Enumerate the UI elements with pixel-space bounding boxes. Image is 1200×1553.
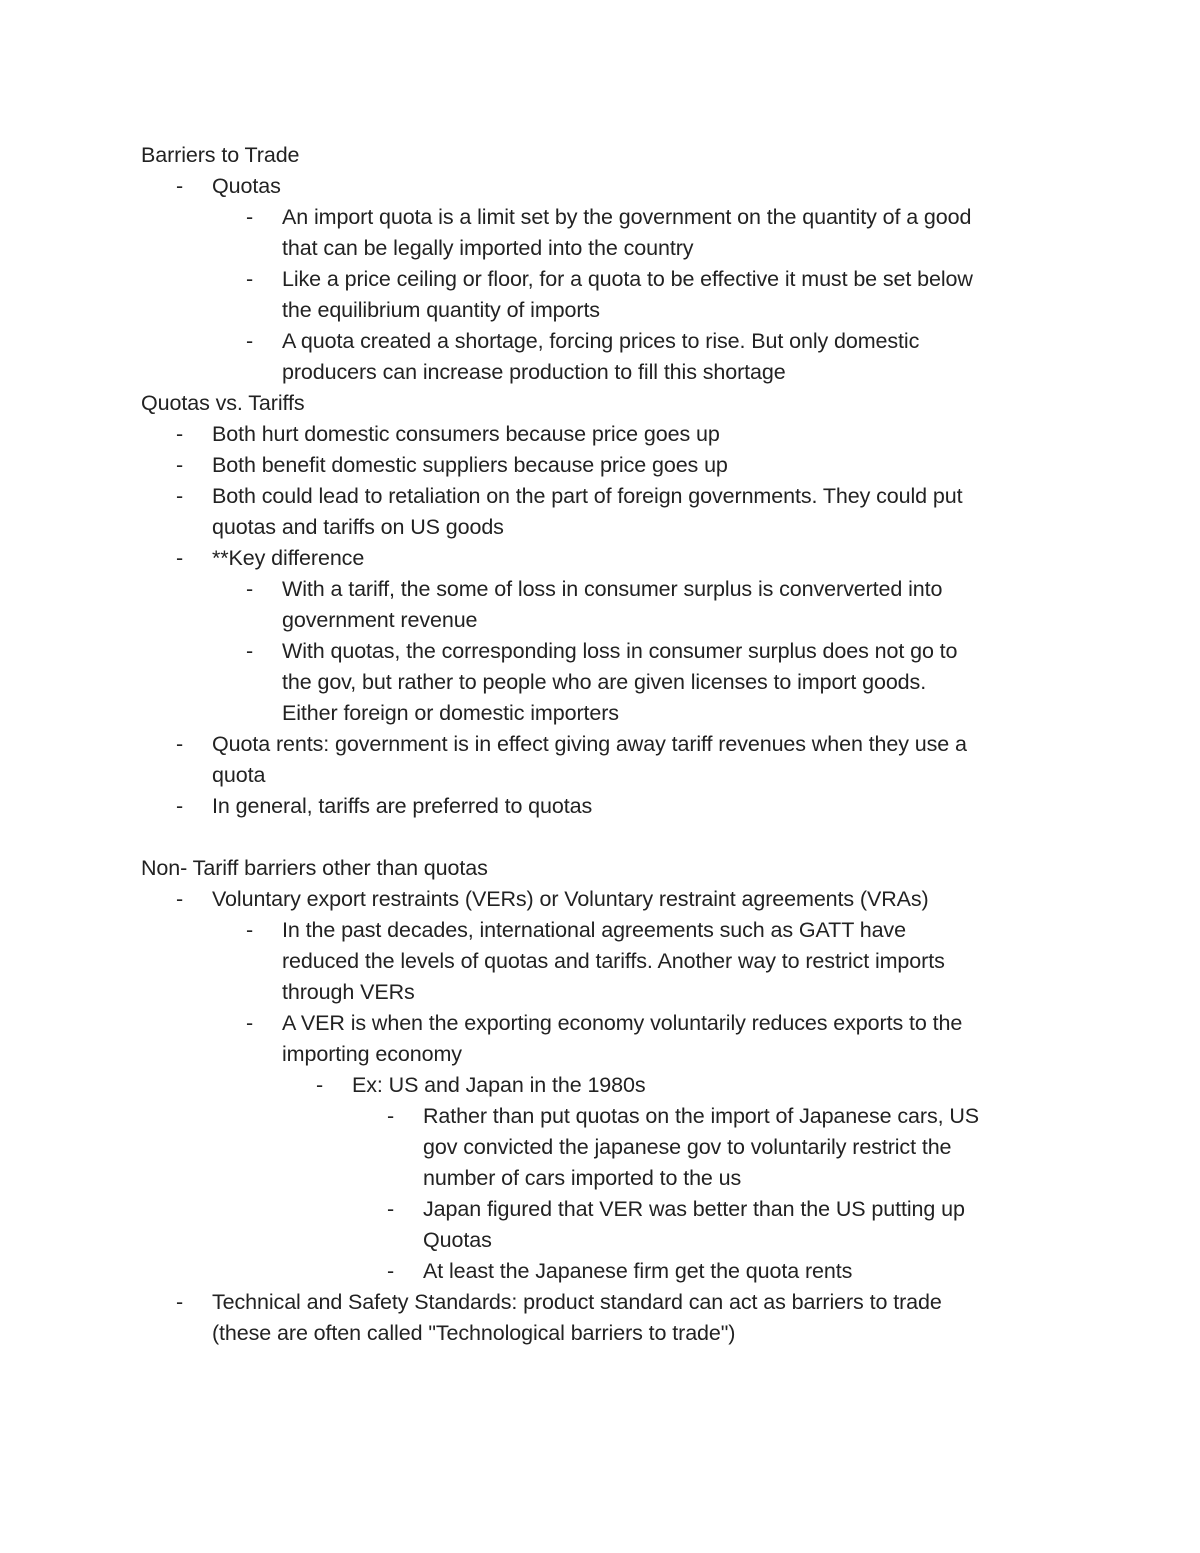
- outline-item-level-2-text: Like a price ceiling or floor, for a quota to be effective it must be set below: [282, 267, 973, 291]
- outline-item-level-1-text: Quota rents: government is in effect giving away tariff revenues when they use a: [212, 732, 967, 756]
- bullet-dash: -: [176, 484, 184, 508]
- bullet-dash: -: [176, 546, 184, 570]
- outline-item-level-2-text: A quota created a shortage, forcing prices to rise. But only domestic: [282, 329, 920, 353]
- outline-item-level-2-text: through VERs: [282, 980, 415, 1004]
- outline-item-level-2-text: government revenue: [282, 608, 478, 632]
- outline-item-level-3-text: Ex: US and Japan in the 1980s: [352, 1073, 646, 1097]
- bullet-dash: -: [176, 887, 184, 911]
- outline-item-level-1-text: Both hurt domestic consumers because price goes up: [212, 422, 720, 446]
- outline-item-level-2-text: that can be legally imported into the country: [282, 236, 694, 260]
- bullet-dash: -: [246, 577, 254, 601]
- outline-item-level-2-text: With a tariff, the some of loss in consumer surplus is conververted into: [282, 577, 943, 601]
- outline-item-level-1-text: Quotas: [212, 174, 281, 198]
- bullet-dash: -: [246, 267, 254, 291]
- outline-item-level-2-text: importing economy: [282, 1042, 462, 1066]
- section-heading: Barriers to Trade: [141, 143, 300, 167]
- outline-item-level-2-text: reduced the levels of quotas and tariffs. Another way to restrict imports: [282, 949, 945, 973]
- outline-item-level-4-text: number of cars imported to the us: [423, 1166, 742, 1190]
- outline-item-level-1-text: (these are often called "Technological barriers to trade"): [212, 1321, 736, 1345]
- outline-item-level-2-text: the gov, but rather to people who are given licenses to import goods.: [282, 670, 927, 694]
- bullet-dash: -: [246, 1011, 254, 1035]
- bullet-dash: -: [246, 205, 254, 229]
- bullet-dash: -: [387, 1197, 395, 1221]
- outline-item-level-1-text: Voluntary export restraints (VERs) or Voluntary restraint agreements (VRAs): [212, 887, 929, 911]
- outline-item-level-1-text: Both benefit domestic suppliers because price goes up: [212, 453, 728, 477]
- outline-item-level-2-text: A VER is when the exporting economy voluntarily reduces exports to the: [282, 1011, 963, 1035]
- outline-item-level-1-text: quotas and tariffs on US goods: [212, 515, 504, 539]
- bullet-dash: -: [176, 1290, 184, 1314]
- bullet-dash: -: [387, 1259, 395, 1283]
- outline-item-level-1-text: quota: [212, 763, 266, 787]
- bullet-dash: -: [176, 174, 184, 198]
- outline-item-level-2-text: In the past decades, international agreements such as GATT have: [282, 918, 906, 942]
- bullet-dash: -: [246, 639, 254, 663]
- bullet-dash: -: [176, 422, 184, 446]
- outline-item-level-1-text: In general, tariffs are preferred to quotas: [212, 794, 593, 818]
- outline-item-level-1-text: **Key difference: [212, 546, 365, 570]
- outline-item-level-2-text: An import quota is a limit set by the government on the quantity of a good: [282, 205, 972, 229]
- section-heading: Quotas vs. Tariffs: [141, 391, 305, 415]
- outline-item-level-2-text: the equilibrium quantity of imports: [282, 298, 600, 322]
- outline-item-level-4-text: Japan figured that VER was better than the US putting up: [423, 1197, 965, 1221]
- bullet-dash: -: [246, 918, 254, 942]
- outline-item-level-4-text: Quotas: [423, 1228, 492, 1252]
- outline-item-level-4-text: At least the Japanese firm get the quota rents: [423, 1259, 853, 1283]
- outline-item-level-1-text: Technical and Safety Standards: product standard can act as barriers to trade: [212, 1290, 942, 1314]
- bullet-dash: -: [176, 794, 184, 818]
- outline-item-level-2-text: Either foreign or domestic importers: [282, 701, 619, 725]
- bullet-dash: -: [316, 1073, 324, 1097]
- bullet-dash: -: [246, 329, 254, 353]
- bullet-dash: -: [387, 1104, 395, 1128]
- section-heading: Non- Tariff barriers other than quotas: [141, 856, 488, 880]
- outline-item-level-4-text: Rather than put quotas on the import of Japanese cars, US: [423, 1104, 980, 1128]
- outline-item-level-1-text: Both could lead to retaliation on the part of foreign governments. They could put: [212, 484, 963, 508]
- bullet-dash: -: [176, 453, 184, 477]
- bullet-dash: -: [176, 732, 184, 756]
- outline-item-level-2-text: With quotas, the corresponding loss in consumer surplus does not go to: [282, 639, 958, 663]
- outline-item-level-4-text: gov convicted the japanese gov to voluntarily restrict the: [423, 1135, 952, 1159]
- outline-item-level-2-text: producers can increase production to fill this shortage: [282, 360, 786, 384]
